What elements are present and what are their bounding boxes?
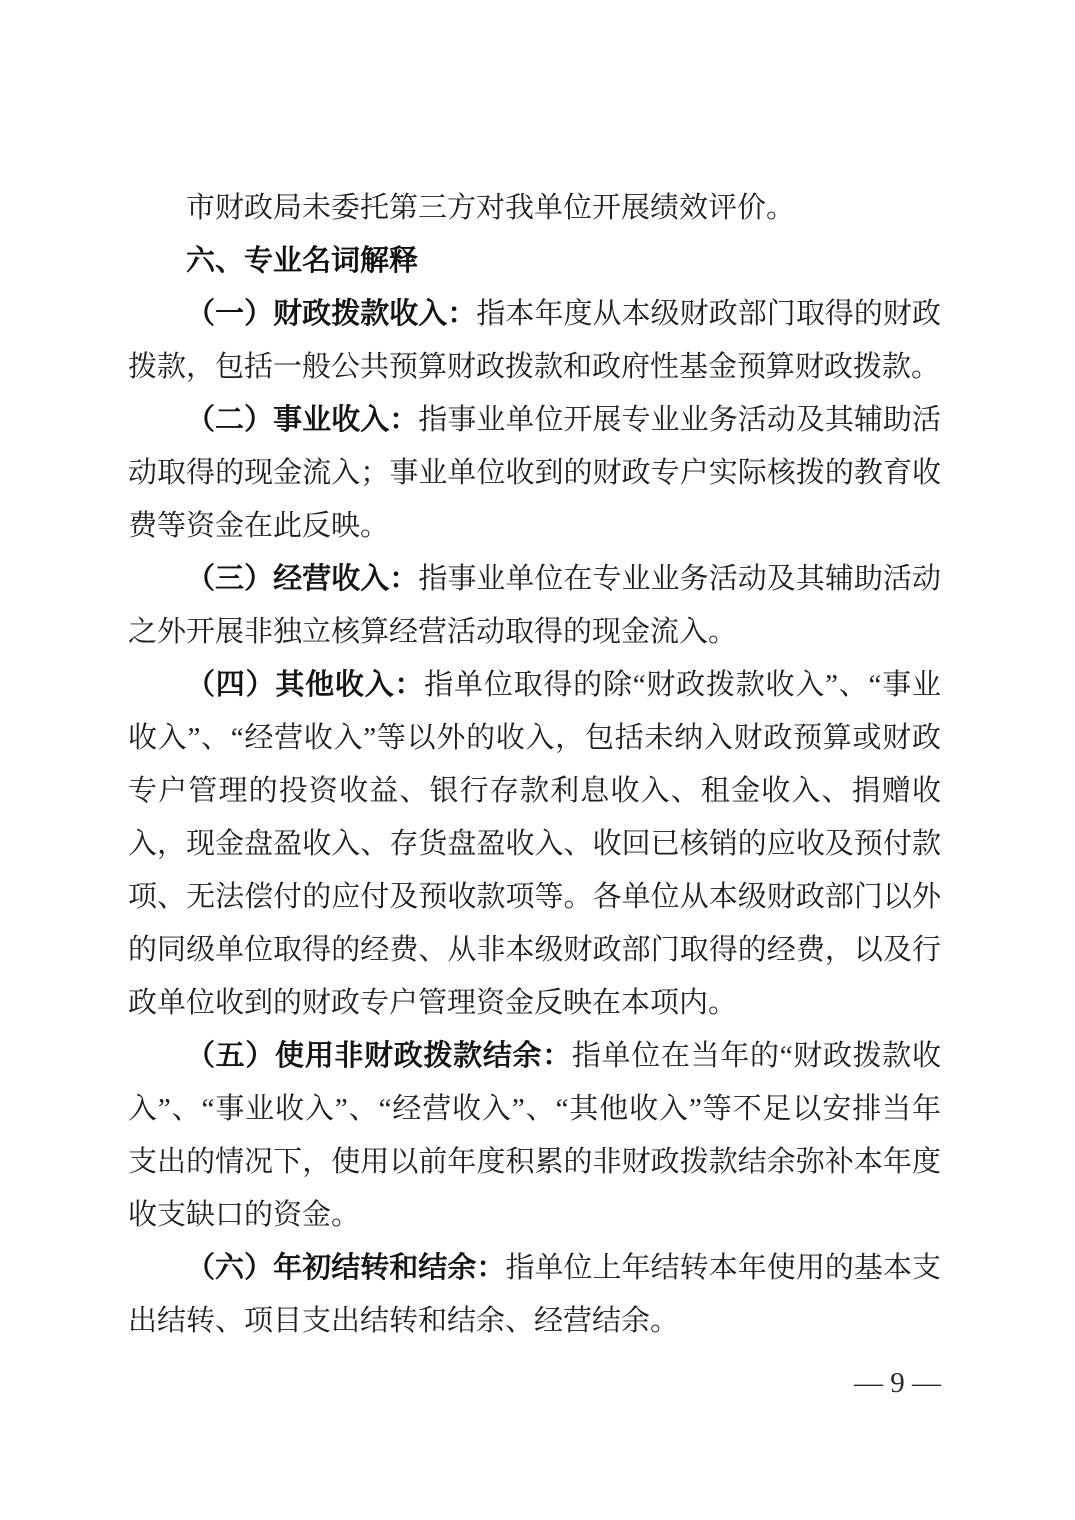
definition-text: 指本年度从本级财政部门取得的财政拨款，包括一般公共预算财政拨款和政府性基金预算财政拨款。 (128, 298, 941, 383)
definition-term: （一）财政拨款收入： (186, 298, 477, 330)
intro-paragraph: 市财政局未委托第三方对我单位开展绩效评价。 (186, 192, 796, 224)
definition-text: 指单位在当年的“财政拨款收入”、“事业收入”、“经营收入”、“其他收入”等不足以安排当年支出的情况下，使用以前年度积累的非财政拨款结余弥补本年度收支缺口的资金。 (128, 1040, 941, 1231)
document-body (128, 182, 941, 1403)
definition-paragraph (128, 1242, 941, 1348)
definition-paragraph (128, 1030, 941, 1242)
definition-text: 指单位上年结转本年使用的基本支出结转、项目支出结转和结余、经营结余。 (128, 1252, 941, 1337)
definition-term: （五）使用非财政拨款结余： (186, 1040, 572, 1072)
definition-paragraph (128, 659, 941, 1030)
definition-term: （二）事业收入： (186, 404, 419, 436)
page-number: — 9 — (854, 1367, 941, 1399)
definition-text: 指事业单位开展专业业务活动及其辅助活动取得的现金流入；事业单位收到的财政专户实际核拨的教育收费等资金在此反映。 (128, 404, 941, 542)
definition-term: （三）经营收入： (186, 563, 419, 595)
definition-term: （六）年初结转和结余： (186, 1252, 506, 1284)
section-heading: 六、专业名词解释 (186, 245, 419, 277)
definition-text: 指事业单位在专业业务活动及其辅助活动之外开展非独立核算经营活动取得的现金流入。 (128, 563, 941, 648)
definition-term: （四）其他收入： (186, 669, 425, 701)
definition-paragraph (128, 288, 941, 394)
definition-paragraph (128, 553, 941, 659)
definition-paragraph (128, 394, 941, 553)
definition-text: 指单位取得的除“财政拨款收入”、“事业收入”、“经营收入”等以外的收入，包括未纳入财政预算或财政专户管理的投资收益、银行存款利息收入、租金收入、捐赠收入，现金盘盈收入、存货盘盈收入、收回已核销的应收及预付款项、无法偿付的应付及预收款项等。各单位从本级财政部门以外的同级单位取得的经费、从非本级财政部门取得的经费，以及行政单位收到的财政专户管理资金反映在本项内。 (128, 669, 941, 1019)
